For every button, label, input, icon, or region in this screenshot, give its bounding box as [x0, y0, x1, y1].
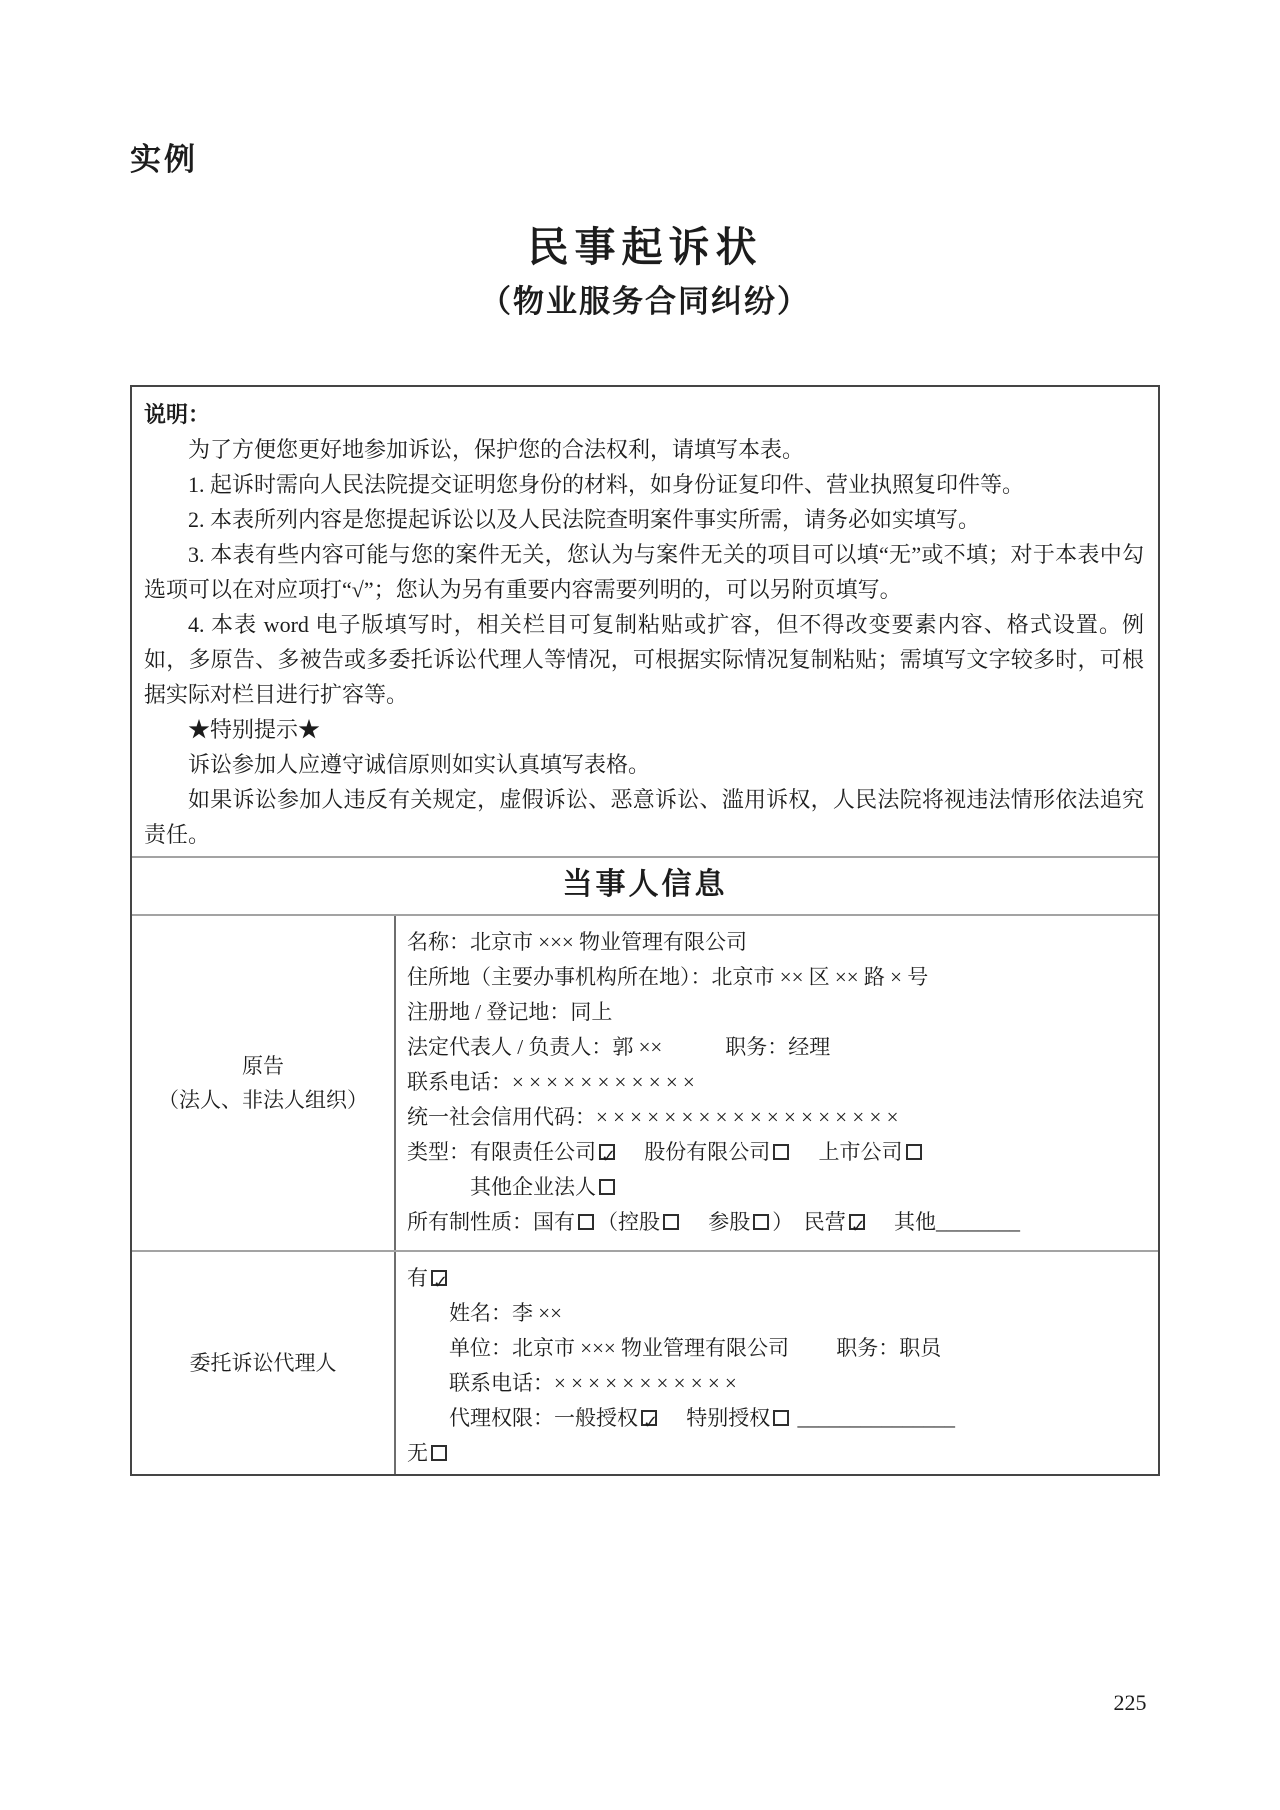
instruction-paragraph: 2. 本表所列内容是您提起诉讼以及人民法院查明案件事实所需，请务必如实填写。: [188, 507, 981, 532]
checkbox-unchecked-icon: [773, 1410, 789, 1426]
row-content-line: 单位：北京市 ××× 物业管理有限公司 职务：职员: [407, 1336, 942, 1360]
checkbox-checked-icon: [599, 1144, 615, 1160]
instruction-paragraph: 1. 起诉时需向人民法院提交证明您身份的材料，如身份证复印件、营业执照复印件等。: [188, 472, 1025, 497]
row-content-line: 其他企业法人: [407, 1170, 1144, 1205]
instruction-paragraph: 3. 本表有些内容可能与您的案件无关，您认为与案件无关的项目可以填“无”或不填；对于本表中勾选项可以在对应项打“√”；您认为另有重要内容需要列明的，可以另附页填写。: [144, 542, 1144, 602]
party-info-header: 当事人信息: [132, 858, 1158, 916]
row-content-line: 类型：有限责任公司 ✓ 股份有限公司 上市公司: [407, 1135, 1144, 1170]
checkbox-unchecked-icon: [431, 1445, 447, 1461]
instruction-paragraph: 为了方便您更好地参加诉讼，保护您的合法权利，请填写本表。: [188, 437, 805, 462]
row-label-line: 委托诉讼代理人: [189, 1351, 337, 1375]
checkbox-unchecked-icon: [578, 1214, 594, 1230]
row-label-line: 原告: [242, 1054, 284, 1078]
row-label-attorney-agent: [132, 1252, 396, 1474]
row-content-line: 注册地 / 登记地：同上: [407, 1000, 613, 1024]
instruction-paragraph: ★特别提示★: [188, 717, 321, 742]
instructions-section: [132, 387, 1158, 858]
checkbox-unchecked-icon: [663, 1214, 679, 1230]
instructions-paragraphs: [144, 432, 1144, 852]
row-content-line: 姓名：李 ××: [407, 1301, 562, 1325]
row-content-line: 住所地（主要办事机构所在地）：北京市 ×× 区 ×× 路 × 号: [407, 965, 929, 989]
checkbox-checked-icon: [641, 1410, 657, 1426]
instruction-paragraph: 4. 本表 word 电子版填写时，相关栏目可复制粘贴或扩容，但不得改变要素内容、格式设置。例如，多原告、多被告或多委托诉讼代理人等情况，可根据实际情况复制粘贴；需填写文字较多时，可根据实际对栏目进行扩容等。: [144, 612, 1144, 707]
row-content-line: 所有制性质：国有 （控股 参股 ） 民营 ✓ 其他________: [407, 1205, 1144, 1240]
row-content-line: 代理权限：一般授权 ✓ 特别授权 _______________: [407, 1401, 1144, 1436]
checkbox-checked-icon: [849, 1214, 865, 1230]
row-content-line: 联系电话：× × × × × × × × × × ×: [407, 1070, 695, 1094]
page-number: 225: [1113, 1690, 1147, 1715]
instructions-heading: 说明：: [144, 402, 211, 427]
checkbox-checked-icon: [431, 1270, 447, 1286]
row-content-line: 名称：北京市 ××× 物业管理有限公司: [407, 930, 748, 954]
row-content-line: 统一社会信用代码：× × × × × × × × × × × × × × × × × ×: [407, 1105, 899, 1129]
checkbox-unchecked-icon: [753, 1214, 769, 1230]
instruction-paragraph: 诉讼参加人应遵守诚信原则如实认真填写表格。: [188, 752, 651, 777]
row-content-line: 联系电话：× × × × × × × × × × ×: [407, 1371, 737, 1395]
checkbox-unchecked-icon: [906, 1144, 922, 1160]
party-info-rows: [132, 916, 1158, 1474]
checkbox-unchecked-icon: [599, 1179, 615, 1195]
complaint-form-table: [130, 385, 1160, 1476]
example-label: 实例: [130, 142, 198, 177]
row-content-line: 有 ✓: [407, 1261, 1144, 1296]
document-title: 民事起诉状: [527, 224, 763, 270]
row-label-line: （法人、非法人组织）: [158, 1088, 368, 1112]
form-row-attorney-agent: [132, 1252, 1158, 1474]
row-content-plaintiff: [396, 916, 1158, 1250]
row-content-line: 无: [407, 1436, 1144, 1471]
instruction-paragraph: 如果诉讼参加人违反有关规定，虚假诉讼、恶意诉讼、滥用诉权，人民法院将视违法情形依法追究责任。: [144, 787, 1144, 847]
row-label-plaintiff: [132, 916, 396, 1250]
row-content-attorney-agent: [396, 1252, 1158, 1474]
row-content-line: 法定代表人 / 负责人：郭 ×× 职务：经理: [407, 1035, 831, 1059]
form-row-plaintiff: [132, 916, 1158, 1252]
document-subtitle: （物业服务合同纠纷）: [480, 284, 810, 319]
checkbox-unchecked-icon: [773, 1144, 789, 1160]
